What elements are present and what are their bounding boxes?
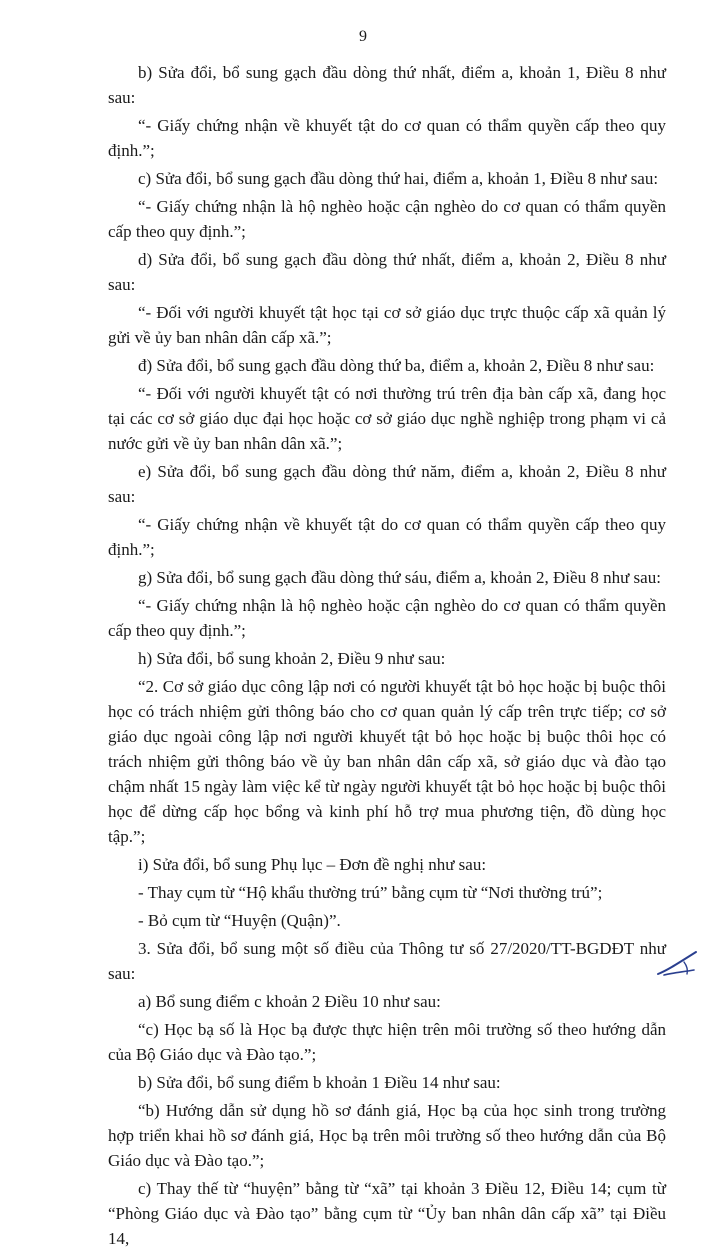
paragraph: h) Sửa đổi, bổ sung khoản 2, Điều 9 như sau:: [138, 649, 446, 668]
paragraph: b) Sửa đổi, bổ sung gạch đầu dòng thứ nhất, điểm a, khoản 1, Điều 8 như sau:: [108, 63, 666, 107]
paragraph: “- Giấy chứng nhận về khuyết tật do cơ quan có thẩm quyền cấp theo quy định.”;: [108, 116, 666, 160]
paragraph: c) Thay thế từ “huyện” bằng từ “xã” tại khoản 3 Điều 12, Điều 14; cụm từ “Phòng Giáo dục và Đào tạo” bằng cụm từ “Ủy ban nhân dân cấp xã” tại Điều 14,: [108, 1179, 666, 1248]
paragraph: i) Sửa đổi, bổ sung Phụ lục – Đơn đề nghị như sau:: [138, 855, 487, 874]
paragraph: a) Bổ sung điểm c khoản 2 Điều 10 như sau:: [138, 992, 441, 1011]
document-body: [108, 60, 666, 1254]
paragraph: “- Giấy chứng nhận là hộ nghèo hoặc cận nghèo do cơ quan có thẩm quyền cấp theo quy định.”;: [108, 197, 666, 241]
page-number: 9: [359, 28, 367, 45]
paragraph: c) Sửa đổi, bổ sung gạch đầu dòng thứ hai, điểm a, khoản 1, Điều 8 như sau:: [138, 169, 659, 188]
paragraph: b) Sửa đổi, bổ sung điểm b khoản 1 Điều 14 như sau:: [138, 1073, 501, 1092]
paragraph: “2. Cơ sở giáo dục công lập nơi có người khuyết tật bỏ học hoặc bị buộc thôi học có trách nhiệm gửi thông báo cho cơ quan quản lý cấp trên trực tiếp; cơ sở giáo dục ngoài công lập nơi người khuyết tật bỏ học hoặc bị buộc thôi học có trách nhiệm gửi thông báo về ủy ban nhân dân cấp xã, sở giáo dục và đào tạo chậm nhất 15 ngày làm việc kể từ ngày người khuyết tật bỏ học hoặc bị buộc thôi học để dừng cấp học bổng và kinh phí hỗ trợ mua phương tiện, đồ dùng học tập.”;: [108, 677, 666, 846]
paragraph: “- Đối với người khuyết tật có nơi thường trú trên địa bàn cấp xã, đang học tại các cơ sở giáo dục đại học hoặc cơ sở giáo dục nghề nghiệp trong phạm vi cả nước gửi về ủy ban nhân dân xã.”;: [108, 384, 666, 453]
paragraph: “c) Học bạ số là Học bạ được thực hiện trên môi trường số theo hướng dẫn của Bộ Giáo dục và Đào tạo.”;: [108, 1020, 666, 1064]
paragraph: g) Sửa đổi, bổ sung gạch đầu dòng thứ sáu, điểm a, khoản 2, Điều 8 như sau:: [138, 568, 661, 587]
paragraph: đ) Sửa đổi, bổ sung gạch đầu dòng thứ ba, điểm a, khoản 2, Điều 8 như sau:: [138, 356, 655, 375]
paragraph: - Bỏ cụm từ “Huyện (Quận)”.: [138, 911, 341, 930]
paragraph: d) Sửa đổi, bổ sung gạch đầu dòng thứ nhất, điểm a, khoản 2, Điều 8 như sau:: [108, 250, 666, 294]
paragraph: 3. Sửa đổi, bổ sung một số điều của Thông tư số 27/2020/TT-BGDĐT như sau:: [108, 939, 666, 983]
paragraph: - Thay cụm từ “Hộ khẩu thường trú” bằng cụm từ “Nơi thường trú”;: [138, 883, 603, 902]
paragraph: e) Sửa đổi, bổ sung gạch đầu dòng thứ năm, điểm a, khoản 2, Điều 8 như sau:: [108, 462, 666, 506]
paragraph: “- Giấy chứng nhận là hộ nghèo hoặc cận nghèo do cơ quan có thẩm quyền cấp theo quy định.”;: [108, 596, 666, 640]
paragraph: “b) Hướng dẫn sử dụng hồ sơ đánh giá, Học bạ của học sinh trong trường hợp triển khai hồ sơ đánh giá, Học bạ trên môi trường số theo hướng dẫn của Bộ Giáo dục và Đào tạo.”;: [108, 1101, 666, 1170]
paragraph: “- Giấy chứng nhận về khuyết tật do cơ quan có thẩm quyền cấp theo quy định.”;: [108, 515, 666, 559]
paragraph: “- Đối với người khuyết tật học tại cơ sở giáo dục trực thuộc cấp xã quản lý gửi về ủy ban nhân dân cấp xã.”;: [108, 303, 666, 347]
initials-signature: [654, 948, 700, 978]
